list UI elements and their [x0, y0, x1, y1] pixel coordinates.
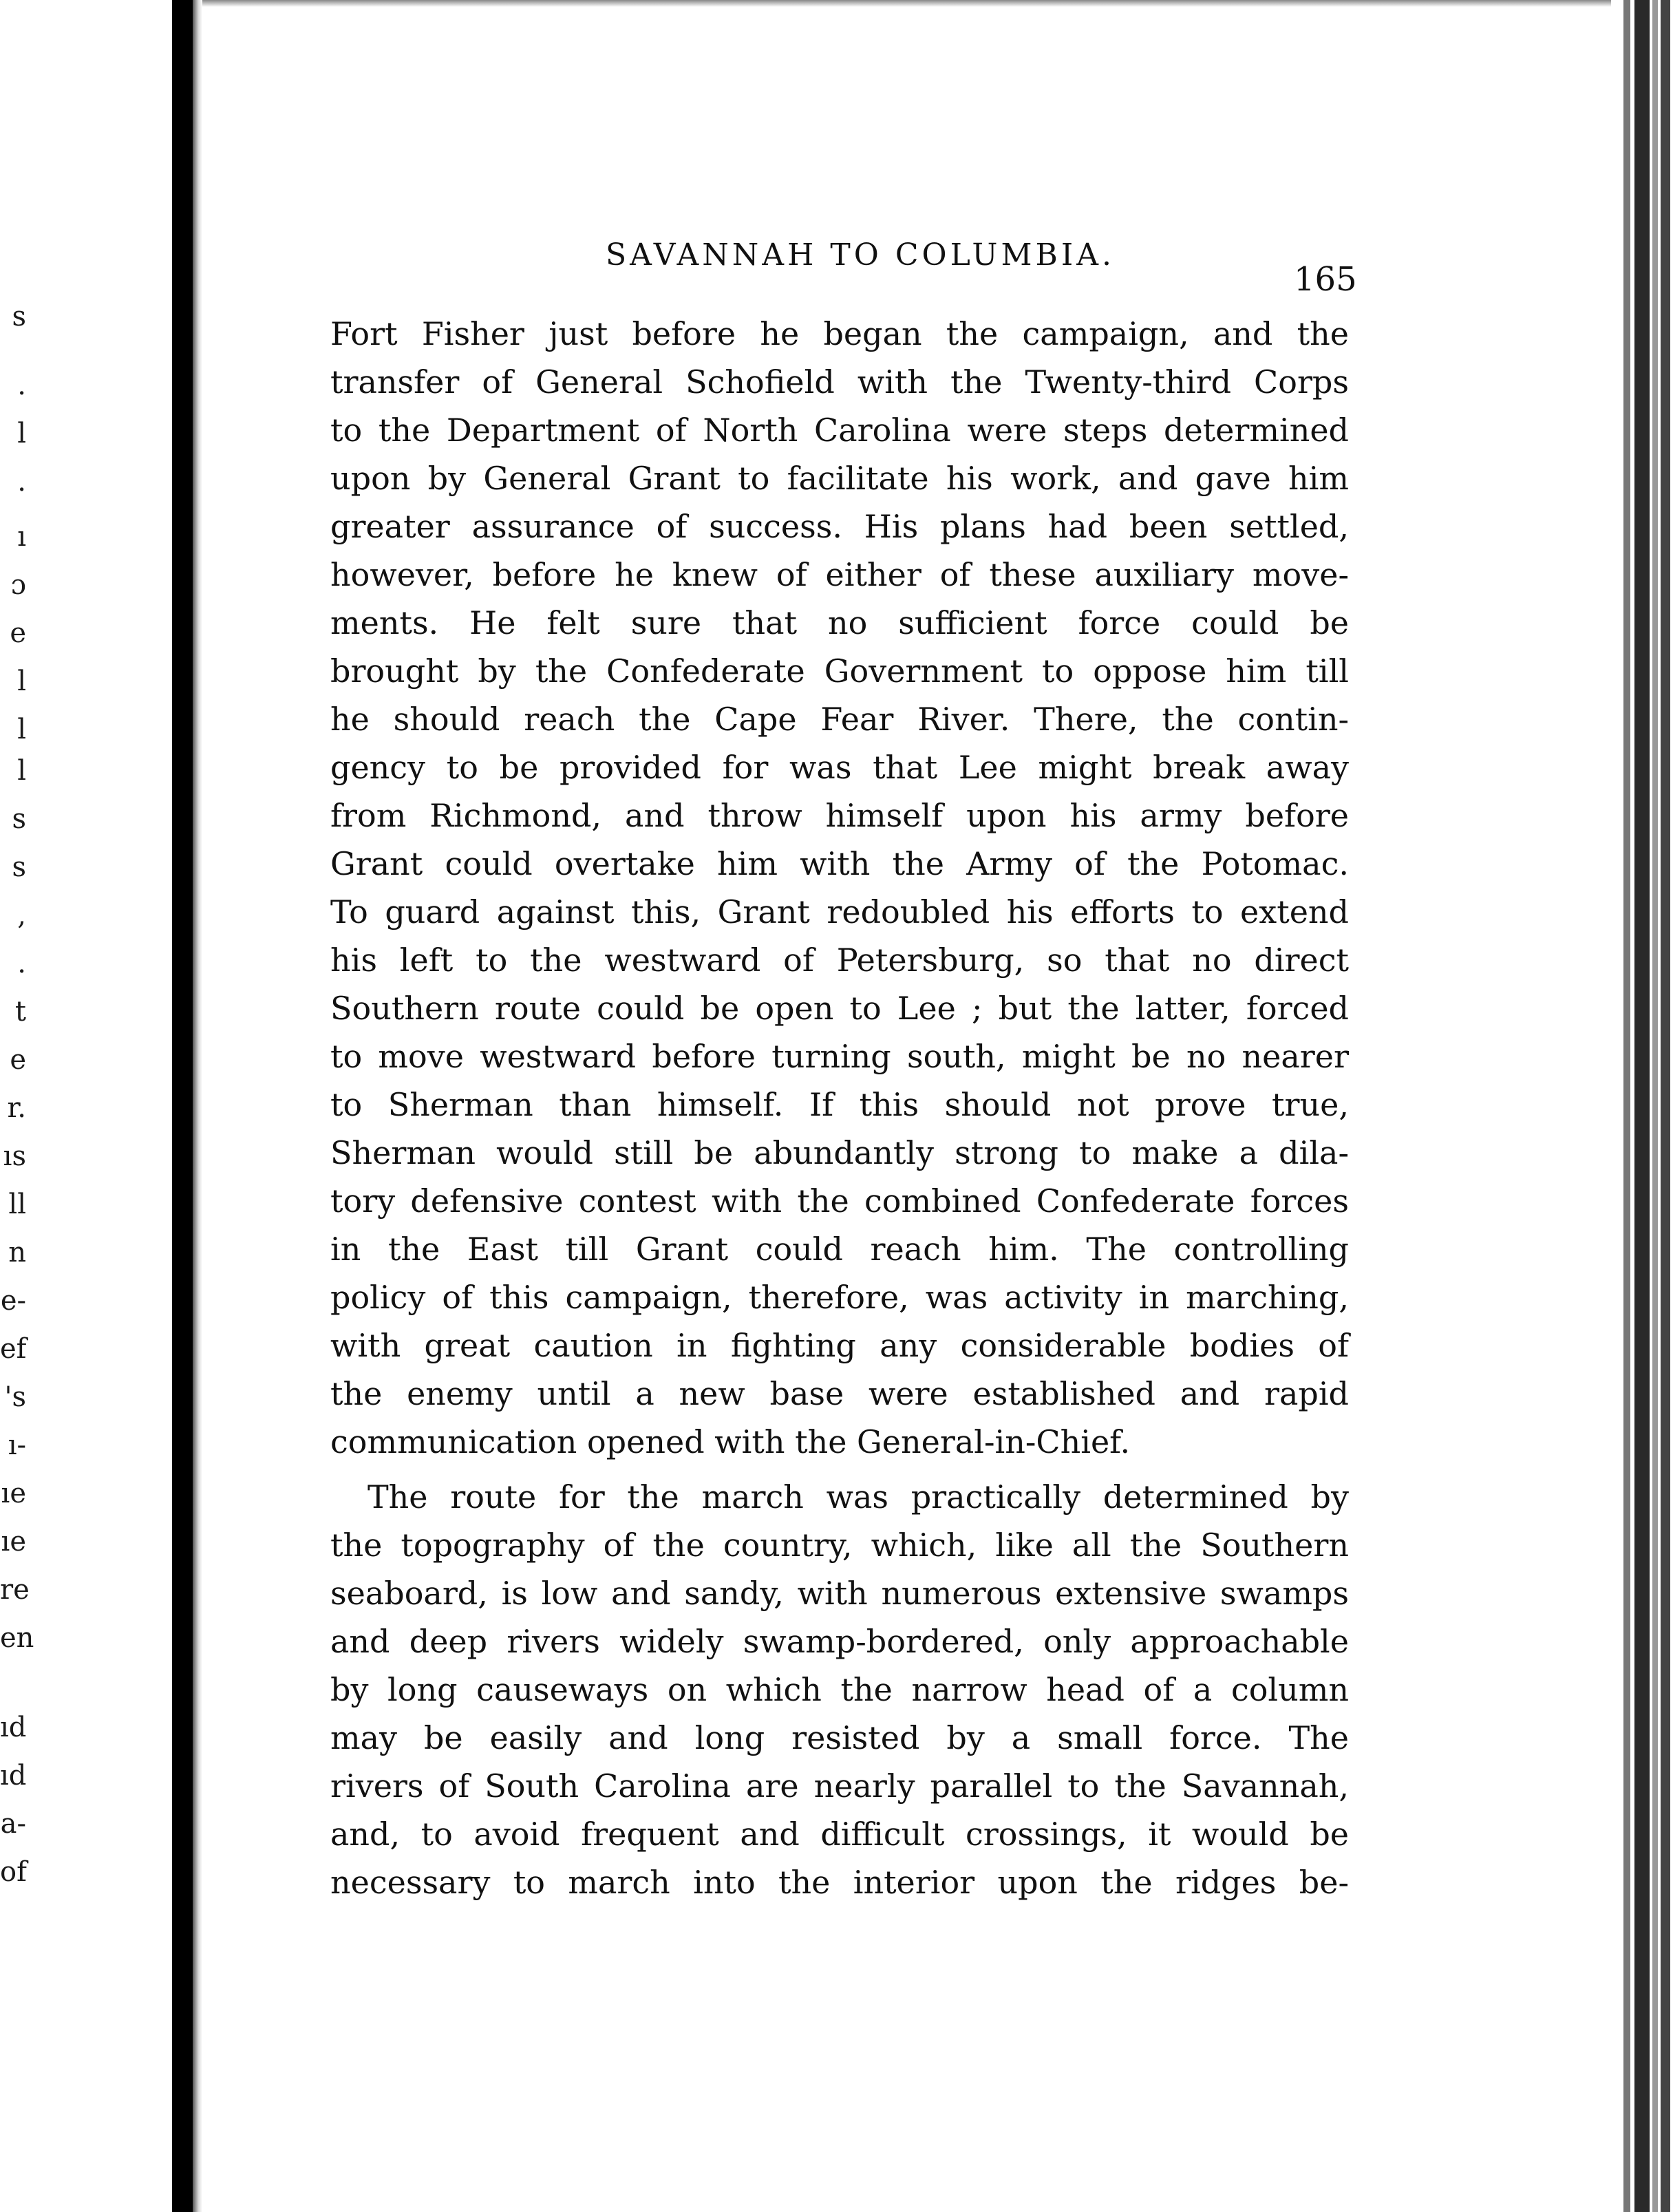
margin-char: ıs [3, 1140, 26, 1172]
margin-char: ıe [1, 1478, 26, 1509]
text-line: to the Department of North Carolina were steps determined [330, 412, 1349, 449]
margin-char: n [8, 1237, 26, 1268]
body-text [330, 310, 1349, 1906]
text-line: rivers of South Carolina are nearly parallel to the Savannah, [330, 1767, 1349, 1805]
margin-char: ll [8, 1189, 26, 1220]
margin-char: 's [4, 1381, 26, 1413]
margin-char: s [12, 851, 26, 883]
margin-char: s [12, 803, 26, 835]
margin-char: re [0, 1574, 30, 1606]
text-line: communication opened with the General-in-Chief. [330, 1423, 1131, 1460]
text-line: transfer of General Schofield with the Twenty-third Corps [330, 363, 1349, 401]
text-line: tory defensive contest with the combined Confederate forces [330, 1182, 1349, 1220]
page-number: 165 [1294, 260, 1357, 299]
margin-char: ı [17, 521, 26, 553]
text-line: brought by the Confederate Government to oppose him till [330, 652, 1349, 690]
text-line: Grant could overtake him with the Army of the Potomac. [330, 845, 1349, 882]
text-line: to move westward before turning south, might be no nearer [330, 1038, 1349, 1075]
text-line: seaboard, is low and sandy, with numerous extensive swamps [330, 1575, 1349, 1612]
left-page-edge [0, 0, 172, 2212]
margin-char: . [17, 466, 26, 498]
text-line: his left to the westward of Petersburg, so that no direct [330, 942, 1349, 979]
margin-char: e [10, 617, 26, 649]
text-line: and, to avoid frequent and difficult crossings, it would be [330, 1816, 1349, 1853]
margin-char: . [17, 370, 26, 401]
margin-char: , [17, 900, 26, 931]
margin-char: ɔ [10, 569, 26, 601]
text-line: however, before he knew of either of these auxiliary move- [330, 556, 1349, 593]
text-line: gency to be provided for was that Lee might break away [330, 749, 1349, 786]
text-line: Sherman would still be abundantly strong to make a dila- [330, 1134, 1349, 1171]
text-line: greater assurance of success. His plans had been settled, [330, 508, 1349, 545]
text-line: with great caution in fighting any considerable bodies of [330, 1327, 1349, 1364]
text-line: by long causeways on which the narrow head of a column [330, 1671, 1349, 1708]
margin-char: ıd [0, 1712, 27, 1743]
text-line: he should reach the Cape Fear River. There, the contin- [330, 701, 1349, 738]
page-top-edge [202, 0, 1611, 7]
running-head: SAVANNAH TO COLUMBIA. [606, 237, 1115, 273]
margin-char: r. [7, 1092, 26, 1124]
margin-char: l [17, 418, 26, 449]
text-line: Fort Fisher just before he began the campaign, and the [330, 315, 1349, 352]
margin-char: l [17, 666, 26, 697]
margin-char: l [17, 714, 26, 745]
text-line: policy of this campaign, therefore, was activity in marching, [330, 1279, 1349, 1316]
book-gutter [172, 0, 193, 2212]
text-line: ments. He felt sure that no sufficient force could be [330, 604, 1349, 641]
margin-char: of [0, 1856, 27, 1888]
margin-char: . [17, 948, 26, 979]
text-line: from Richmond, and throw himself upon his army before [330, 797, 1349, 834]
margin-char: ı- [8, 1429, 26, 1461]
margin-char: t [14, 996, 26, 1028]
text-line: to Sherman than himself. If this should not prove true, [330, 1086, 1349, 1123]
paragraph-gap [330, 1466, 1349, 1473]
text-line: Southern route could be open to Lee ; but the latter, forced [330, 990, 1349, 1027]
margin-char: e [10, 1044, 26, 1076]
edge-line [1634, 0, 1650, 2212]
gutter-shadow [193, 0, 202, 2212]
text-line: upon by General Grant to facilitate his work, and gave him [330, 460, 1349, 497]
margin-char: s [12, 301, 26, 332]
text-line: To guard against this, Grant redoubled his efforts to extend [330, 893, 1349, 930]
margin-char: en [0, 1622, 34, 1654]
edge-line [1652, 0, 1658, 2212]
text-line: may be easily and long resisted by a small force. The [330, 1719, 1349, 1756]
margin-char: e- [0, 1285, 26, 1317]
margin-char: ef [0, 1333, 27, 1365]
margin-char: l [17, 755, 26, 787]
margin-char: ıe [1, 1526, 26, 1557]
text-line: necessary to march into the interior upon the ridges be- [330, 1864, 1349, 1901]
edge-line [1661, 0, 1670, 2212]
edge-line [1623, 0, 1630, 2212]
margin-char: a- [0, 1808, 26, 1840]
text-line: the topography of the country, which, like all the Southern [330, 1527, 1349, 1564]
margin-char: ıd [0, 1760, 27, 1791]
text-line: and deep rivers widely swamp-bordered, only approachable [330, 1623, 1349, 1660]
text-line: The route for the march was practically determined by [367, 1478, 1349, 1516]
right-book-edge [1611, 0, 1673, 2212]
text-line: in the East till Grant could reach him. The controlling [330, 1231, 1349, 1268]
text-line: the enemy until a new base were established and rapid [330, 1375, 1349, 1412]
